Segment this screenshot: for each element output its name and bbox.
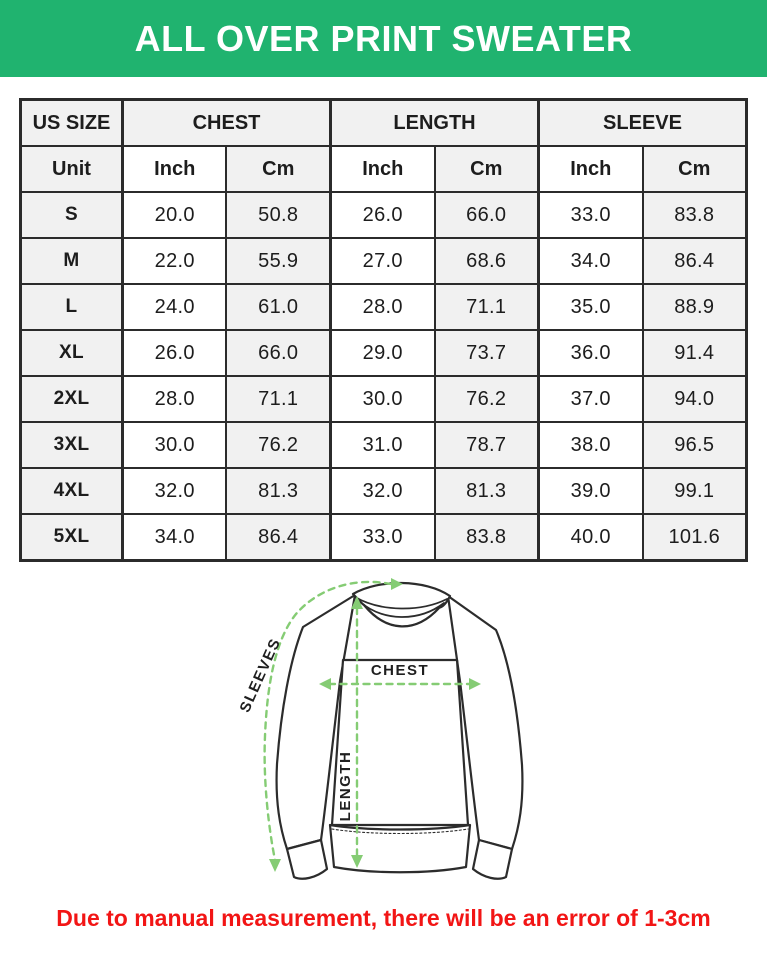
value-cell: 86.4	[226, 514, 330, 561]
sleeve-arrowhead-down	[269, 859, 281, 872]
value-cell: 35.0	[539, 284, 643, 330]
size-row-5xl	[20, 514, 746, 561]
value-cell: 33.0	[331, 514, 435, 561]
collar	[353, 583, 450, 626]
value-cell: 33.0	[539, 192, 643, 238]
value-cell: 26.0	[122, 330, 226, 376]
value-cell: 101.6	[643, 514, 747, 561]
size-cell: 3XL	[20, 422, 122, 468]
value-cell: 81.3	[435, 468, 539, 514]
sweater-measurement-diagram	[219, 568, 549, 903]
value-cell: 66.0	[435, 192, 539, 238]
size-row-l	[20, 284, 746, 330]
value-cell: 96.5	[643, 422, 747, 468]
value-cell: 34.0	[539, 238, 643, 284]
value-cell: 38.0	[539, 422, 643, 468]
sweater-diagram-svg	[219, 568, 549, 898]
value-cell: 78.7	[435, 422, 539, 468]
unit-header-row	[20, 146, 746, 192]
length-label: LENGTH	[336, 750, 354, 822]
value-cell: 22.0	[122, 238, 226, 284]
title-banner	[0, 0, 767, 77]
value-cell: 28.0	[331, 284, 435, 330]
sleeves-label: SLEEVES	[235, 635, 284, 716]
value-cell: 94.0	[643, 376, 747, 422]
column-header-sleeve: SLEEVE	[539, 100, 747, 147]
unit-header-cell: Unit	[20, 146, 122, 192]
value-cell: 71.1	[226, 376, 330, 422]
size-row-s	[20, 192, 746, 238]
value-cell: 66.0	[226, 330, 330, 376]
size-row-m	[20, 238, 746, 284]
value-cell: 27.0	[331, 238, 435, 284]
size-chart-table	[19, 98, 748, 562]
value-cell: 86.4	[643, 238, 747, 284]
unit-inch-cell: Inch	[331, 146, 435, 192]
size-cell: XL	[20, 330, 122, 376]
size-cell: S	[20, 192, 122, 238]
value-cell: 81.3	[226, 468, 330, 514]
value-cell: 36.0	[539, 330, 643, 376]
value-cell: 40.0	[539, 514, 643, 561]
page-title: ALL OVER PRINT SWEATER	[134, 17, 633, 59]
value-cell: 37.0	[539, 376, 643, 422]
value-cell: 71.1	[435, 284, 539, 330]
size-row-2xl	[20, 376, 746, 422]
value-cell: 50.8	[226, 192, 330, 238]
value-cell: 26.0	[331, 192, 435, 238]
value-cell: 68.6	[435, 238, 539, 284]
size-row-3xl	[20, 422, 746, 468]
value-cell: 20.0	[122, 192, 226, 238]
size-cell: 5XL	[20, 514, 122, 561]
value-cell: 76.2	[226, 422, 330, 468]
size-row-xl	[20, 330, 746, 376]
value-cell: 73.7	[435, 330, 539, 376]
value-cell: 32.0	[331, 468, 435, 514]
size-cell: 4XL	[20, 468, 122, 514]
value-cell: 34.0	[122, 514, 226, 561]
value-cell: 29.0	[331, 330, 435, 376]
value-cell: 30.0	[331, 376, 435, 422]
group-header-row	[20, 100, 746, 147]
value-cell: 55.9	[226, 238, 330, 284]
size-row-4xl	[20, 468, 746, 514]
column-header-chest: CHEST	[122, 100, 330, 147]
value-cell: 24.0	[122, 284, 226, 330]
value-cell: 32.0	[122, 468, 226, 514]
unit-cm-cell: Cm	[643, 146, 747, 192]
value-cell: 39.0	[539, 468, 643, 514]
value-cell: 76.2	[435, 376, 539, 422]
column-header-length: LENGTH	[331, 100, 539, 147]
value-cell: 61.0	[226, 284, 330, 330]
unit-inch-cell: Inch	[539, 146, 643, 192]
unit-inch-cell: Inch	[122, 146, 226, 192]
column-header-us-size: US SIZE	[20, 100, 122, 147]
unit-cm-cell: Cm	[435, 146, 539, 192]
waistband	[330, 825, 470, 872]
size-cell: M	[20, 238, 122, 284]
unit-cm-cell: Cm	[226, 146, 330, 192]
value-cell: 88.9	[643, 284, 747, 330]
measurement-error-note: Due to manual measurement, there will be an error of 1-3cm	[56, 905, 711, 931]
value-cell: 28.0	[122, 376, 226, 422]
value-cell: 30.0	[122, 422, 226, 468]
chest-label: CHEST	[370, 662, 429, 679]
sweater-outline	[276, 583, 522, 879]
size-cell: 2XL	[20, 376, 122, 422]
value-cell: 91.4	[643, 330, 747, 376]
value-cell: 83.8	[643, 192, 747, 238]
value-cell: 83.8	[435, 514, 539, 561]
value-cell: 99.1	[643, 468, 747, 514]
value-cell: 31.0	[331, 422, 435, 468]
size-cell: L	[20, 284, 122, 330]
